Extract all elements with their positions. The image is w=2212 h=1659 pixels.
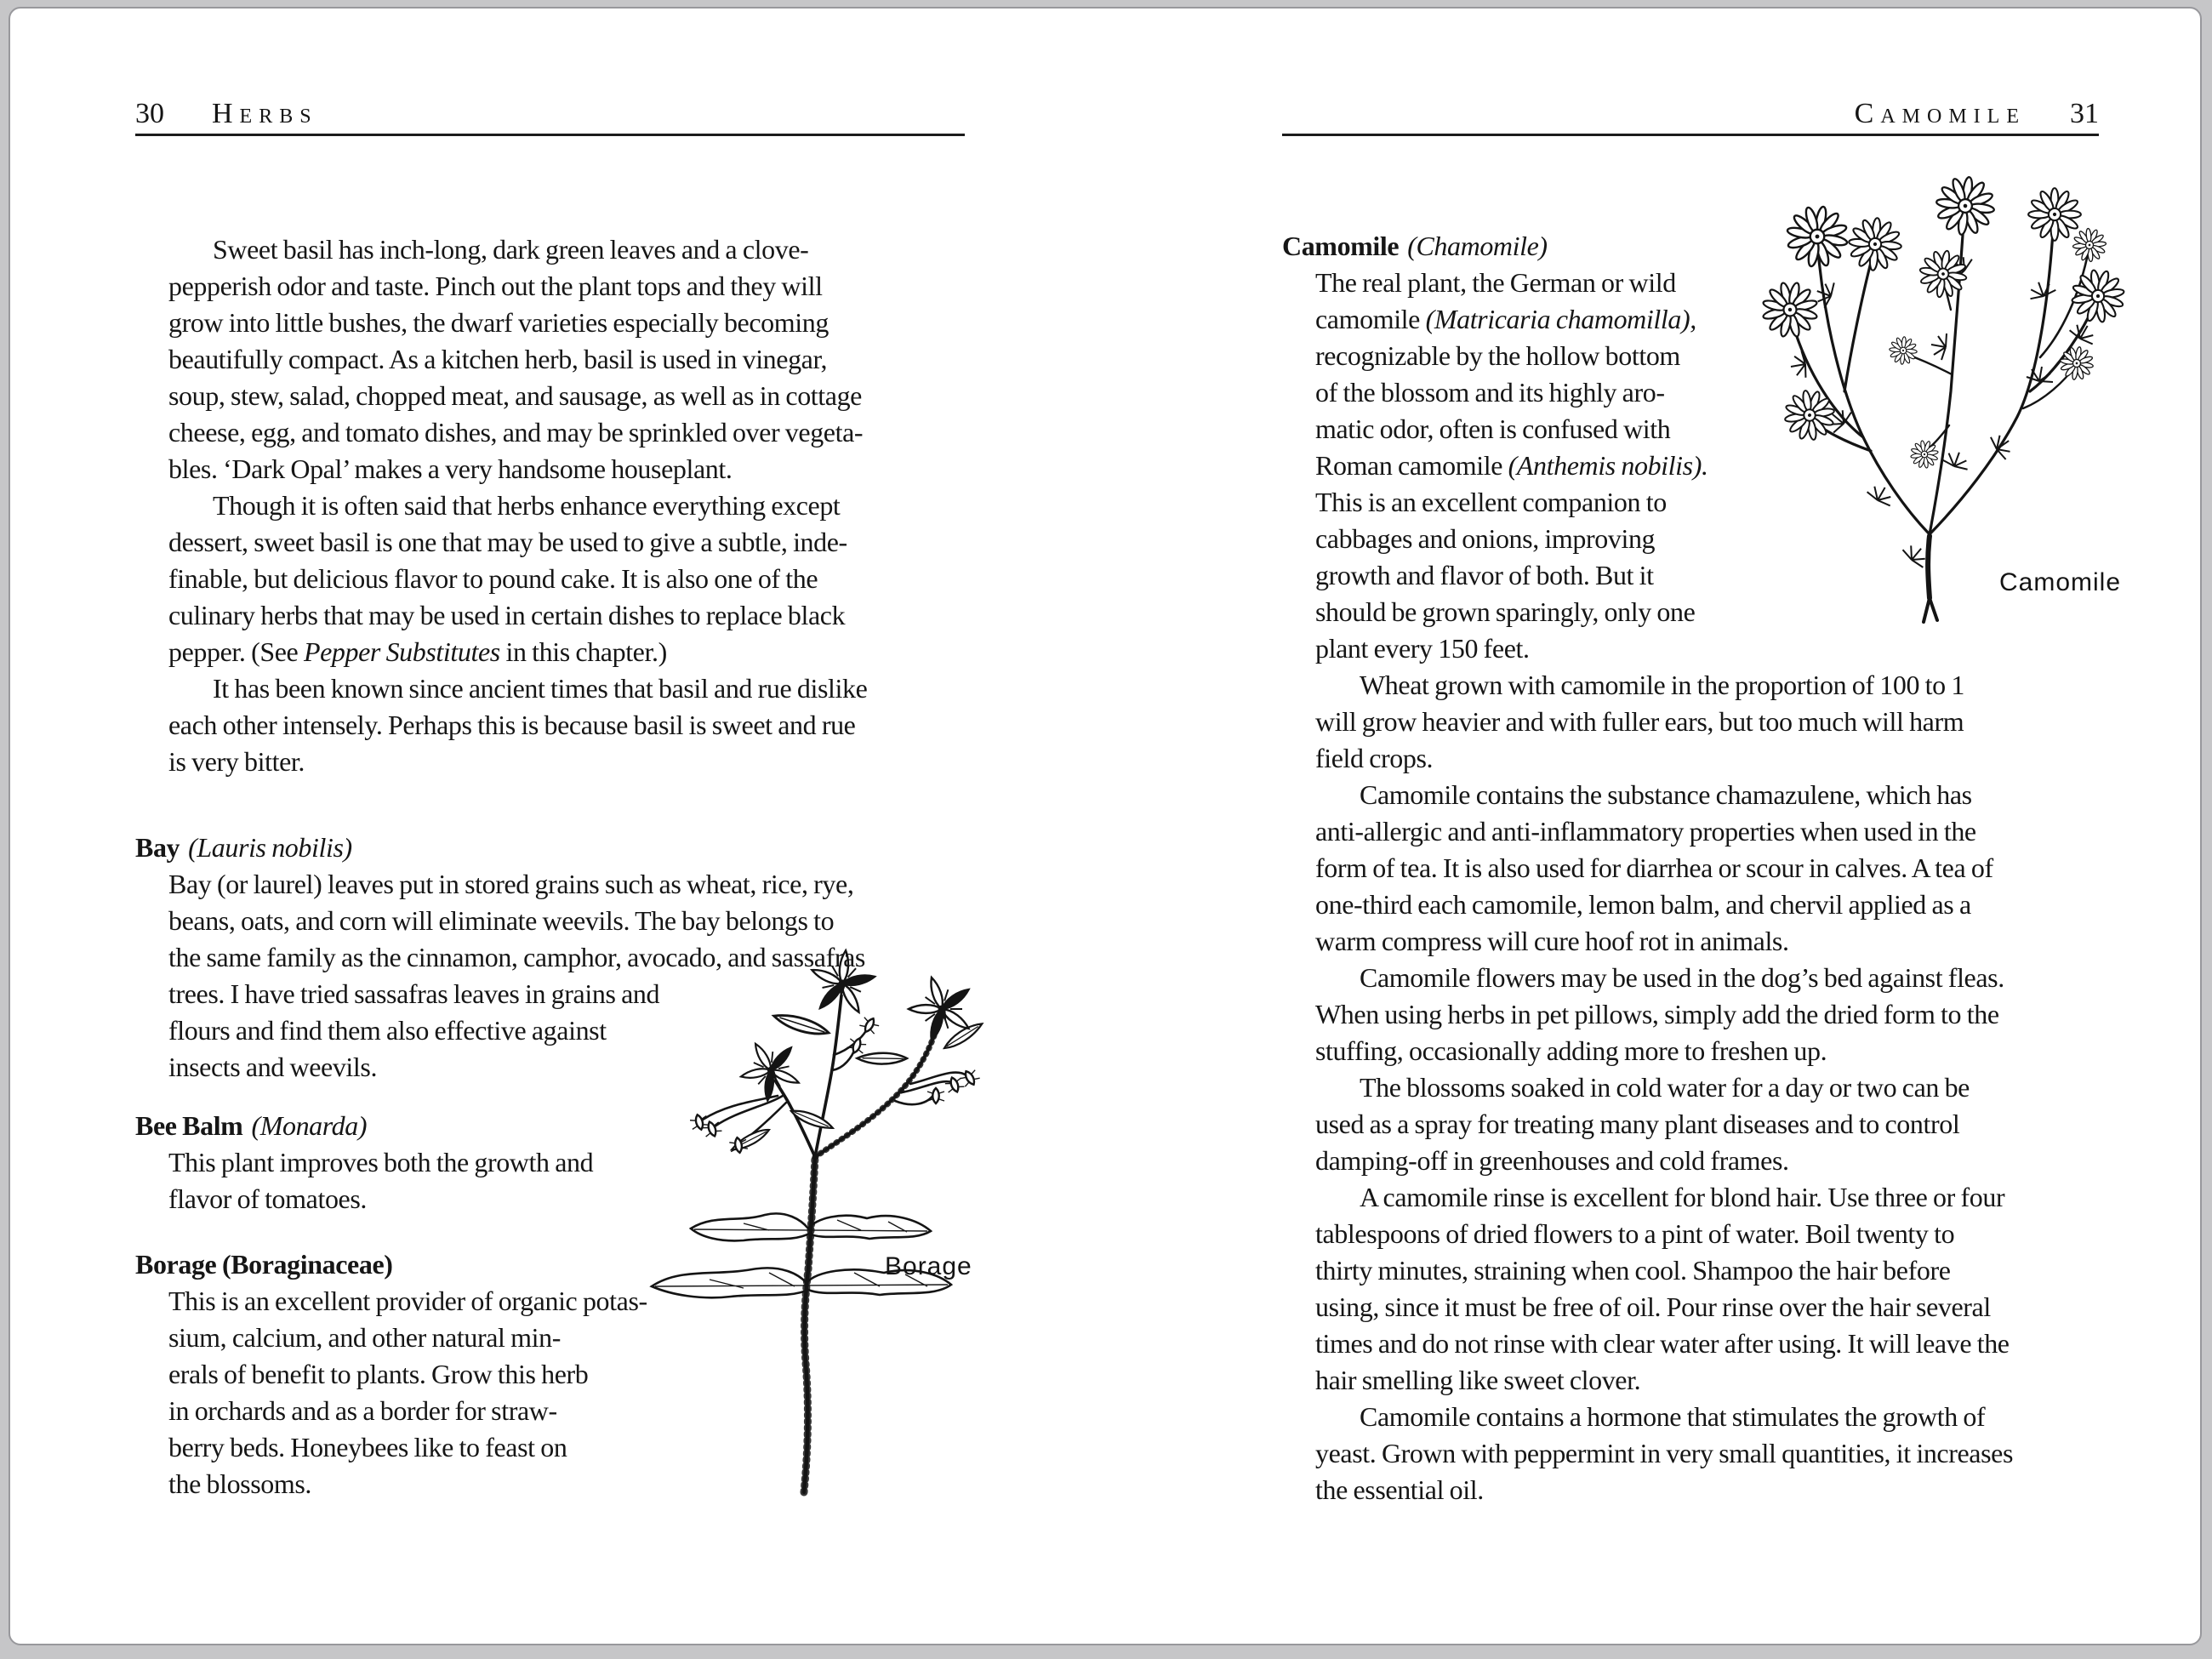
section-heading-bee-balm [135,1108,965,1144]
text-line: plant every 150 feet. [1315,633,1530,664]
text-line: anti-allergic and anti-inflammatory properties when used in the [1315,816,1976,847]
right-page-column [1282,228,2099,1508]
text-line: A camomile rinse is excellent for blond hair. Use three or four [1360,1182,2005,1212]
text-line: trees. I have tried sassafras leaves in grains and [168,978,660,1009]
paragraph-hair-rinse [1315,1179,2099,1399]
text-line: using, since it must be free of oil. Pour rinse over the hair several [1315,1291,1991,1322]
text-line: When using herbs in pet pillows, simply add the dried form to the [1315,999,1999,1029]
text-line: Camomile contains the substance chamazulene, which has [1360,779,1972,810]
text-line: The real plant, the German or wild [1315,267,1676,298]
text-line: cheese, egg, and tomato dishes, and may be sprinkled over vegeta- [168,417,864,448]
section-heading-camomile [1282,228,2099,265]
text-line: Camomile contains a hormone that stimulates the growth of [1360,1401,1986,1432]
right-running-title: Camomile [1854,98,2026,129]
intro-paragraph-pound-cake [168,487,965,670]
text-line: matic odor, often is confused with [1315,413,1671,444]
section-heading-bay [135,830,965,866]
left-page-number: 30 [135,98,164,129]
text-line: times and do not rinse with clear water after using. It will leave the [1315,1328,2010,1359]
text-line: soup, stew, salad, chopped meat, and sausage, as well as in cottage [168,380,862,411]
text-line: damping-off in greenhouses and cold frames. [1315,1145,1789,1176]
text-line: the blossoms. [168,1468,312,1499]
borage-illustration-caption: Borage [885,1252,972,1280]
text-line: beautifully compact. As a kitchen herb, basil is used in vinegar, [168,344,828,374]
text-line: one-third each camomile, lemon balm, and chervil applied as a [1315,889,1971,920]
text-line: camomile (Matricaria chamomilla), [1315,304,1696,334]
section-heading-borage [135,1246,965,1283]
text-line: each other intensely. Perhaps this is because basil is sweet and rue [168,710,856,740]
section-bay [135,830,965,1086]
text-line: should be grown sparingly, only one [1315,596,1696,627]
section-borage [135,1246,965,1502]
text-line: This plant improves both the growth and [168,1147,594,1177]
text-line: Camomile flowers may be used in the dog’s bed against fleas. [1360,962,2004,993]
text-line: The blossoms soaked in cold water for a day or two can be [1360,1072,1970,1103]
text-line: warm compress will cure hoof rot in animals. [1315,926,1789,956]
text-line: berry beds. Honeybees like to feast on [168,1432,567,1462]
text-line: beans, oats, and corn will eliminate weevils. The bay belongs to [168,905,835,936]
text-line: stuffing, occasionally adding more to freshen up. [1315,1035,1827,1066]
herb-latin-name: (Monarda) [251,1110,368,1141]
section-camomile [1282,228,2099,667]
text-line: is very bitter. [168,746,305,777]
herb-name: Camomile [1282,231,1400,261]
text-line: Sweet basil has inch-long, dark green leaves and a clove- [213,234,809,265]
camomile-illustration-caption: Camomile [1999,568,2122,596]
left-running-header [135,94,965,136]
herb-name: Bay [135,832,180,863]
paragraph-dog-bed [1315,960,2099,1069]
paragraph-chamazulene [1315,777,2099,960]
section-body-borage [168,1283,965,1502]
text-line: Though it is often said that herbs enhance everything except [213,490,841,521]
paragraph-yeast-hormone [1315,1399,2099,1508]
text-line: finable, but delicious flavor to pound cake. It is also one of the [168,563,818,594]
text-line: hair smelling like sweet clover. [1315,1365,1641,1395]
herb-name: Borage (Boraginaceae) [135,1249,393,1280]
paragraph-wheat [1315,667,2099,777]
right-running-header [1282,94,2099,136]
text-line: flavor of tomatoes. [168,1183,367,1214]
text-line: yeast. Grown with peppermint in very small quantities, it increases [1315,1438,2013,1468]
section-body-camomile [1315,265,2099,667]
text-line: insects and weevils. [168,1052,378,1082]
section-bee-balm [135,1108,965,1217]
text-line: This is an excellent provider of organic potas- [168,1286,647,1316]
text-line: culinary herbs that may be used in certain dishes to replace black [168,600,846,630]
text-line: dessert, sweet basil is one that may be used to give a subtle, inde- [168,527,847,557]
section-body-bay [168,866,965,1086]
text-line: tablespoons of dried flowers to a pint of water. Boil twenty to [1315,1218,1955,1249]
text-line: pepperish odor and taste. Pinch out the plant tops and they will [168,271,823,301]
text-line: This is an excellent companion to [1315,487,1667,517]
herb-latin-name: (Lauris nobilis) [188,832,352,863]
text-line: flours and find them also effective against [168,1015,607,1046]
paragraph-blossom-spray [1315,1069,2099,1179]
left-page-column [135,231,965,1502]
text-line: form of tea. It is also used for diarrhea or scour in calves. A tea of [1315,852,1993,883]
text-line: will grow heavier and with fuller ears, but too much will harm [1315,706,1964,737]
text-line: sium, calcium, and other natural min- [168,1322,561,1353]
intro-paragraph-basil-rue [168,670,965,780]
text-line: Roman camomile (Anthemis nobilis). [1315,450,1708,481]
text-line: in orchards and as a border for straw- [168,1395,557,1426]
text-line: Bay (or laurel) leaves put in stored grains such as wheat, rice, rye, [168,869,854,899]
text-line: field crops. [1315,743,1434,773]
text-line: the same family as the cinnamon, camphor, avocado, and sassafras [168,942,865,972]
herb-name: Bee Balm [135,1110,243,1141]
text-line: It has been known since ancient times that basil and rue dislike [213,673,868,704]
text-line: pepper. (See Pepper Substitutes in this chapter.) [168,636,667,667]
herb-latin-name: (Chamomile) [1407,231,1548,261]
text-line: the essential oil. [1315,1474,1484,1505]
text-line: Wheat grown with camomile in the proportion of 100 to 1 [1360,670,1964,700]
text-line: erals of benefit to plants. Grow this herb [168,1359,589,1389]
left-running-title: Herbs [212,98,318,129]
right-page-number: 31 [2070,98,2099,129]
text-line: used as a spray for treating many plant diseases and to control [1315,1109,1960,1139]
text-line: growth and flavor of both. But it [1315,560,1654,590]
text-line: thirty minutes, straining when cool. Shampoo the hair before [1315,1255,1951,1286]
text-line: recognizable by the hollow bottom [1315,340,1680,371]
text-line: cabbages and onions, improving [1315,523,1656,554]
text-line: of the blossom and its highly aro- [1315,377,1665,408]
text-line: grow into little bushes, the dwarf varieties especially becoming [168,307,829,338]
text-line: bles. ‘Dark Opal’ makes a very handsome houseplant. [168,453,733,484]
page-spread [9,7,2202,1645]
intro-paragraph-sweet-basil [168,231,965,487]
section-body-bee-balm [168,1144,965,1217]
